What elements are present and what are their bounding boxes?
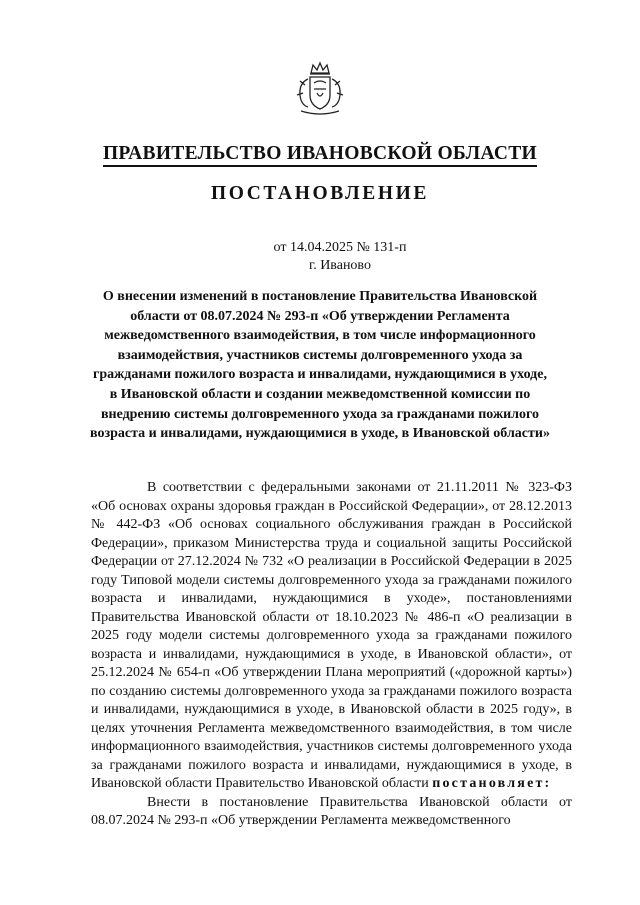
document-title: О внесении изменений в постановление Правительства Ивановской области от 08.07.2024 № 293-п «Об утверждении Регламента межведомственного взаимодействия, в том числе информационного взаимодействия, участников системы долговременного ухода за гражданами пожилого возраста и инвалидами, нуждающимися в уходе, в Ивановской области и создании межведомственной комиссии по внедрению системы долговременного ухода за гражданами пожилого возраста и инвалидами, нуждающимися в уходе, в Ивановской области» xyxy=(90,289,550,442)
ivanovo-coat-of-arms-icon xyxy=(291,59,349,117)
resolves-word: постановляет: xyxy=(432,776,552,791)
body-paragraph-1 xyxy=(91,479,572,794)
document-body xyxy=(91,479,572,831)
city: г. Иваново xyxy=(309,258,371,273)
document-meta xyxy=(0,239,640,275)
preamble-text: В соответствии с федеральными законами от 21.11.2011 № 323-ФЗ «Об основах охраны здоровья граждан в Российской Федерации», от 28.12.2013 № 442-ФЗ «Об основах социального обслуживания граждан в Российской Федерации», приказом Министерства труда и социальной защиты Российской Федерации от 27.12.2024 № 732 «О реализации в Российской Федерации в 2025 году Типовой модели системы долговременного ухода за гражданами пожилого возраста и инвалидами, нуждающимися в уходе», постановлениями Правительства Ивановской области от 18.10.2023 № 486-п «О реализации в 2025 году модели системы долговременного ухода за гражданами пожилого возраста и инвалидами, нуждающимися в уходе, в Ивановской области», от 25.12.2024 № 654-п «Об утверждении Плана мероприятий («дорожной карты») по созданию системы долговременного ухода за гражданами пожилого возраста и инвалидами, нуждающимися в уходе, в Ивановской области в 2025 году», в целях уточнения Регламента межведомственного взаимодействия, в том числе информационного взаимодействия, участников системы долговременного ухода за гражданами пожилого возраста и инвалидами, нуждающимися в уходе, в Ивановской области Правительство Ивановской области xyxy=(91,480,572,791)
government-name: ПРАВИТЕЛЬСТВО ИВАНОВСКОЙ ОБЛАСТИ xyxy=(0,143,640,165)
document-type: ПОСТАНОВЛЕНИЕ xyxy=(210,183,430,204)
date-number: от 14.04.2025 № 131-п xyxy=(273,240,407,255)
body-paragraph-2: Внести в постановление Правительства Ивановской области от 08.07.2024 № 293-п «Об утверждении Регламента межведомственного xyxy=(91,794,572,828)
